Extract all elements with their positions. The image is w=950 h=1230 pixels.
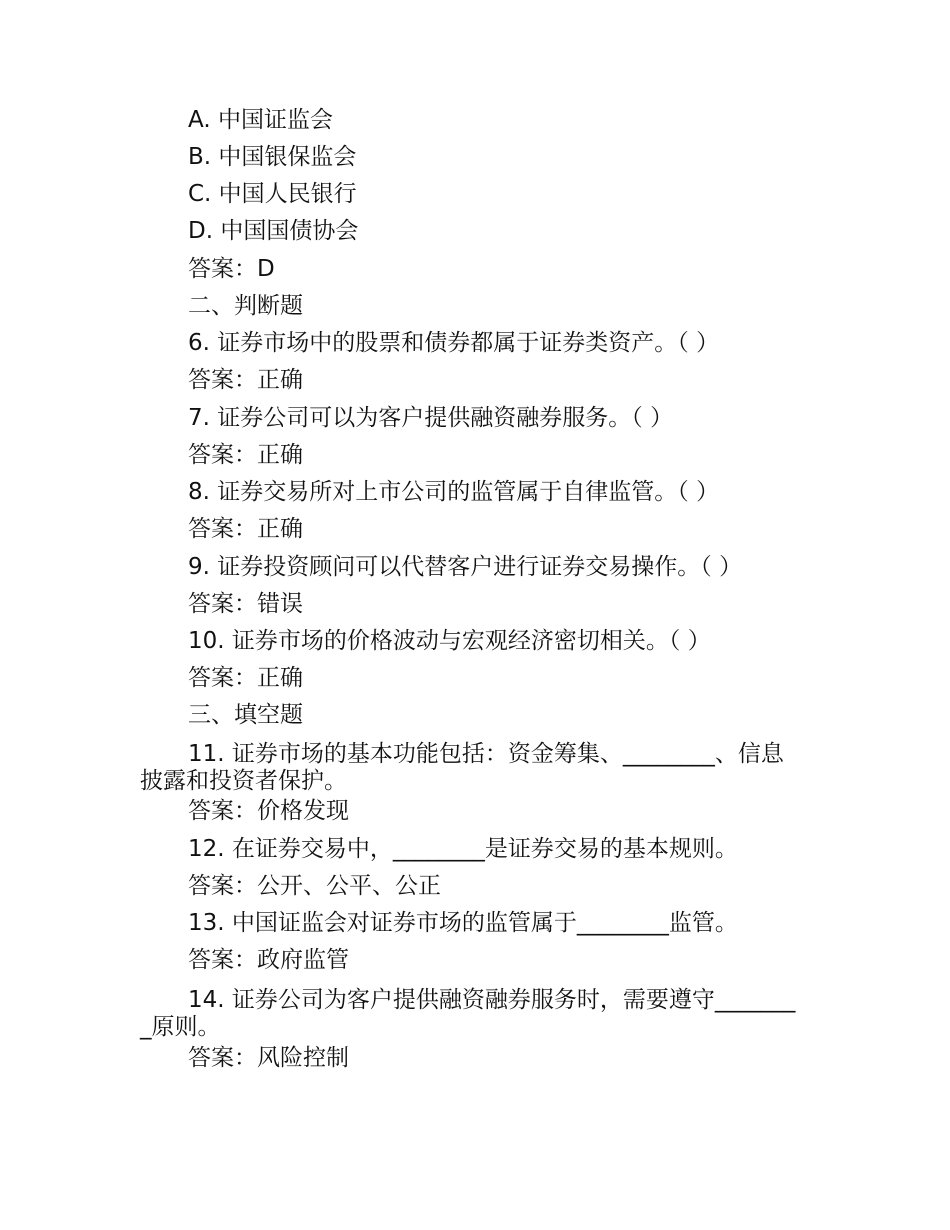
question-10: 10. 证券市场的价格波动与宏观经济密切相关。（ ） bbox=[188, 628, 711, 654]
option-d: D. 中国国债协会 bbox=[188, 218, 359, 244]
answer-9: 答案：错误 bbox=[188, 591, 303, 617]
question-12: 12. 在证券交易中，________是证券交易的基本规则。 bbox=[188, 836, 738, 862]
question-8: 8. 证券交易所对上市公司的监管属于自律监管。（ ） bbox=[188, 479, 720, 505]
answer-6: 答案：正确 bbox=[188, 367, 303, 393]
answer-8: 答案：正确 bbox=[188, 516, 303, 542]
answer-10: 答案：正确 bbox=[188, 665, 303, 691]
question-7: 7. 证券公司可以为客户提供融资融券服务。（ ） bbox=[188, 405, 674, 431]
option-b: B. 中国银保监会 bbox=[188, 144, 357, 170]
section-heading-true-false: 二、判断题 bbox=[188, 293, 303, 319]
answer-5: 答案：D bbox=[188, 256, 275, 282]
question-14: 14. 证券公司为客户提供融资融券服务时，需要遵守________原则。 bbox=[140, 987, 796, 1040]
section-heading-fill-blank: 三、填空题 bbox=[188, 702, 303, 728]
question-13: 13. 中国证监会对证券市场的监管属于________监管。 bbox=[188, 910, 738, 936]
option-a: A. 中国证监会 bbox=[188, 107, 333, 133]
question-9: 9. 证券投资顾问可以代替客户进行证券交易操作。（ ） bbox=[188, 554, 743, 580]
question-11: 11. 证券市场的基本功能包括：资金筹集、________、信息披露和投资者保护。 bbox=[140, 741, 784, 794]
answer-14: 答案：风险控制 bbox=[188, 1045, 349, 1071]
answer-12: 答案：公开、公平、公正 bbox=[188, 873, 441, 899]
answer-13: 答案：政府监管 bbox=[188, 947, 349, 973]
answer-7: 答案：正确 bbox=[188, 442, 303, 468]
option-c: C. 中国人民银行 bbox=[188, 181, 357, 207]
question-6: 6. 证券市场中的股票和债券都属于证券类资产。（ ） bbox=[188, 330, 720, 356]
answer-11: 答案：价格发现 bbox=[188, 798, 349, 824]
